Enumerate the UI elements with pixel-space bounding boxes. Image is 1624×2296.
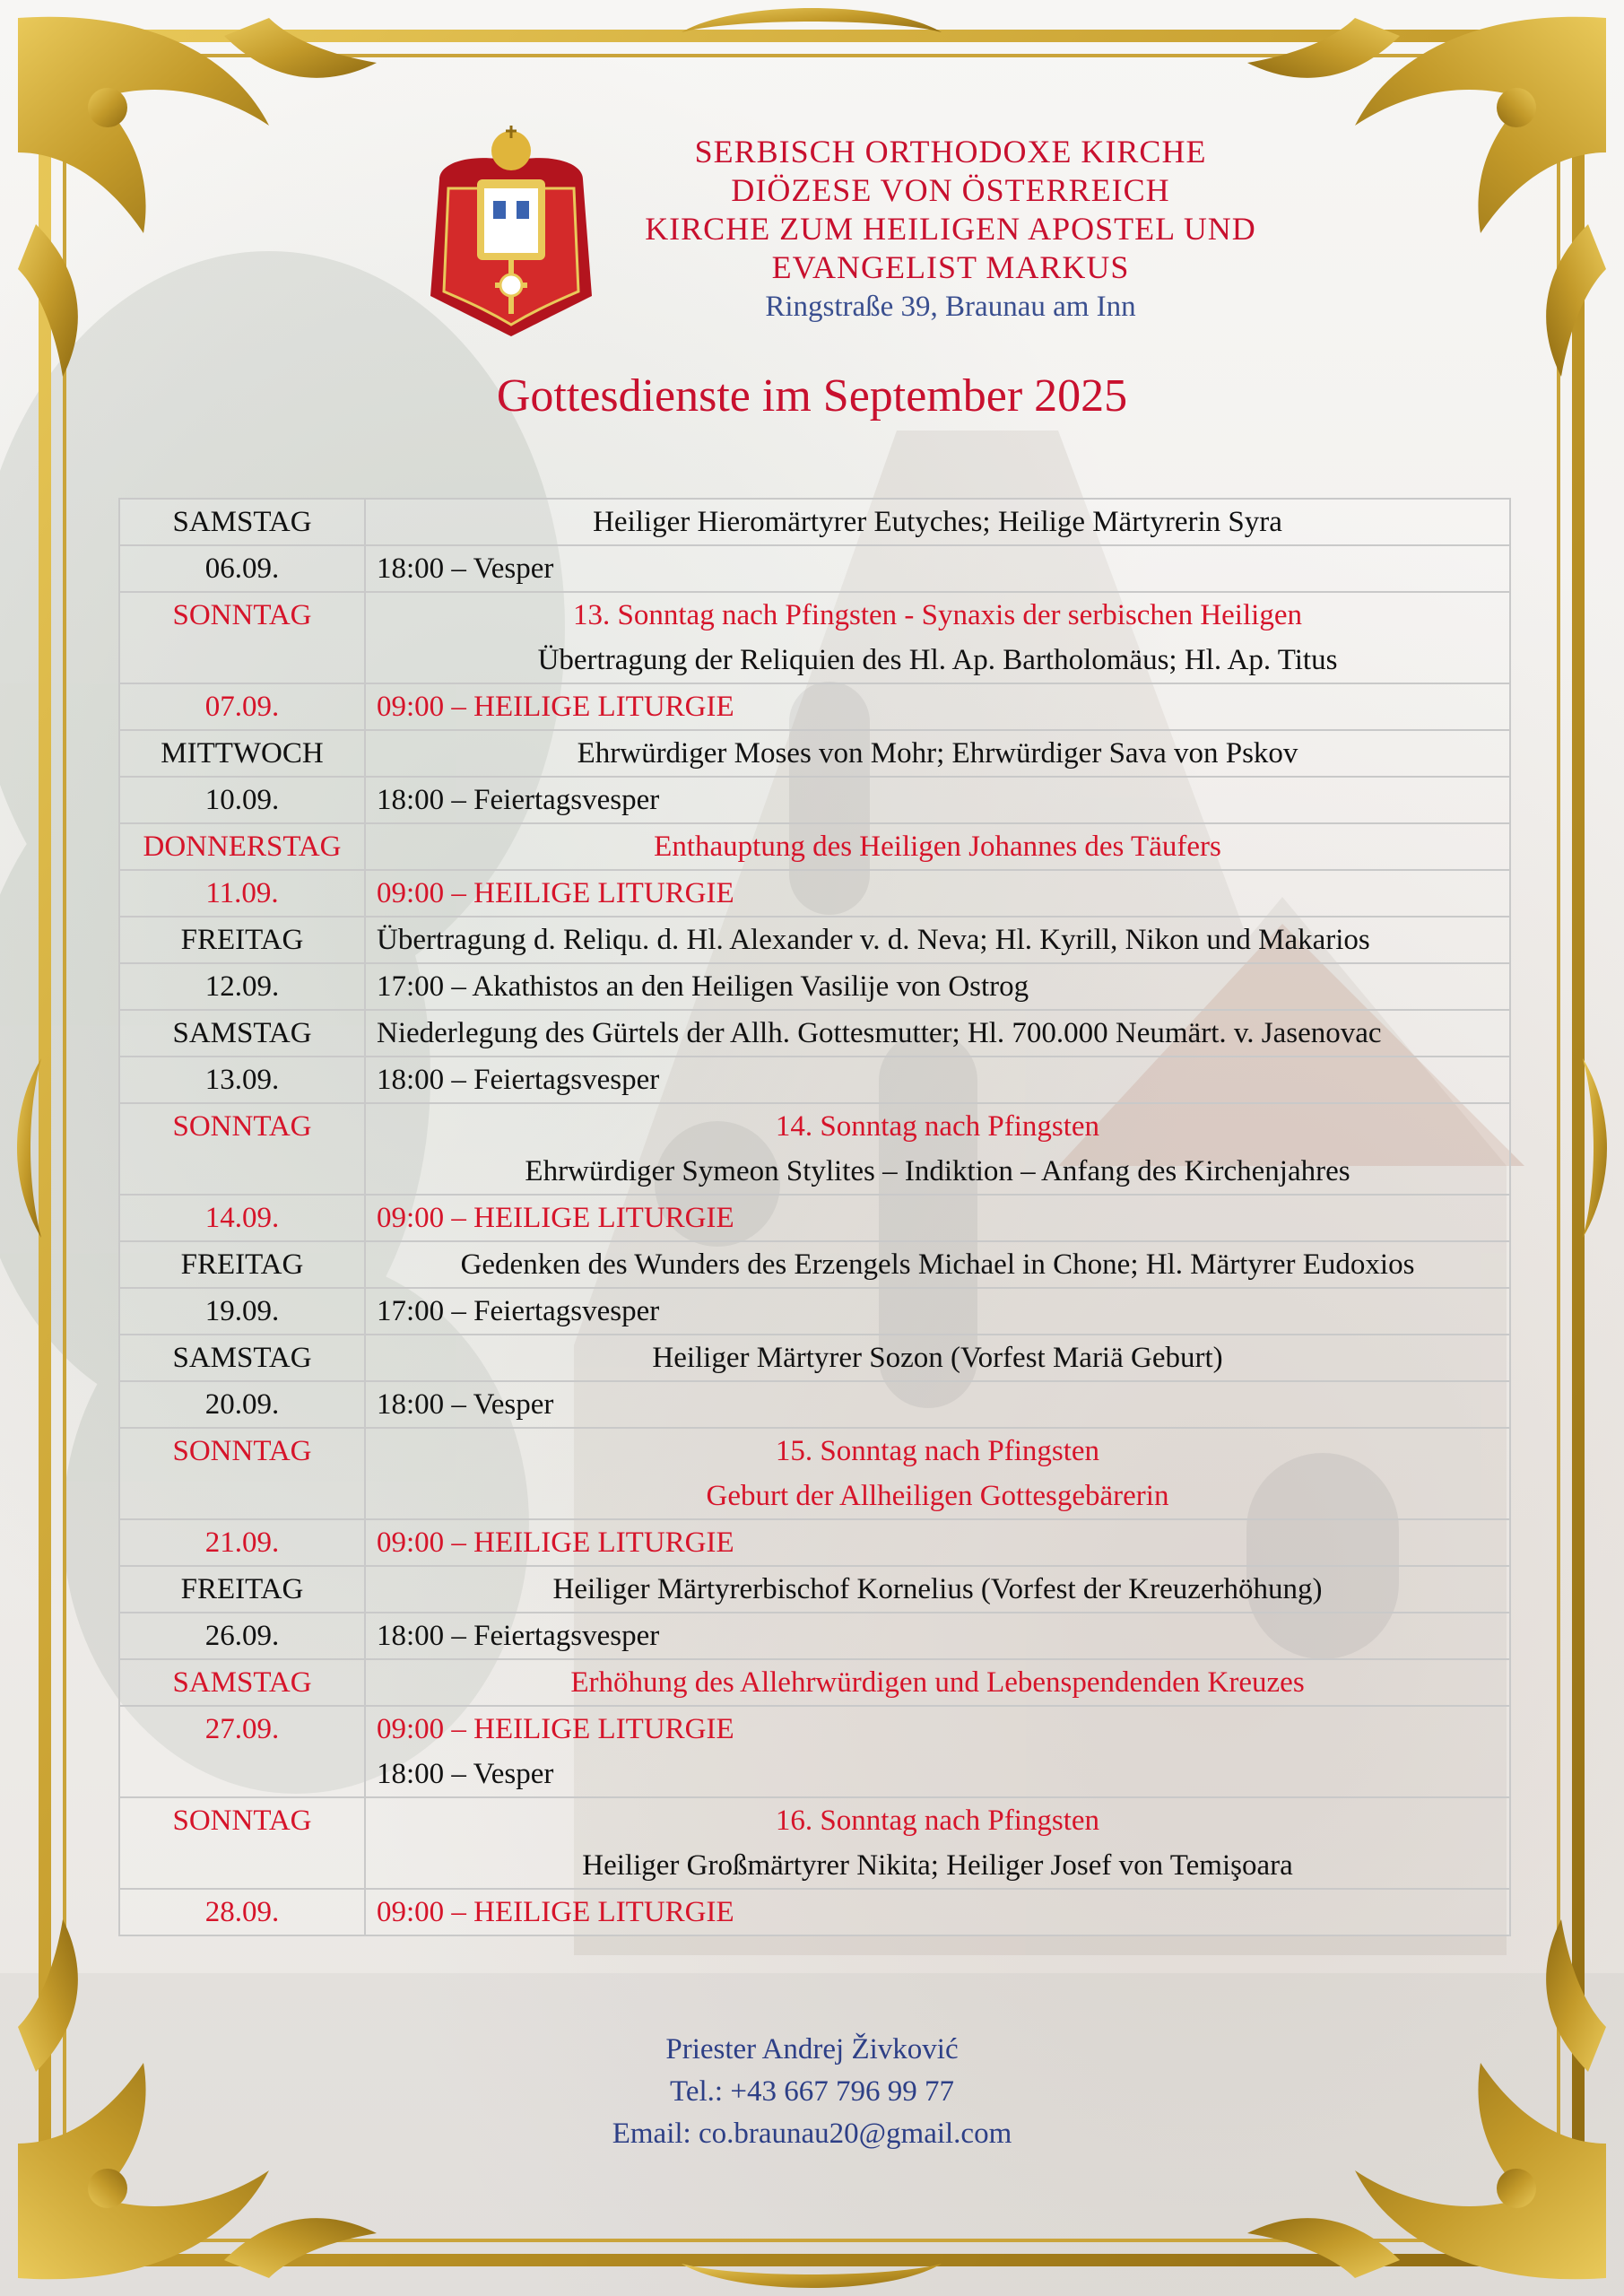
date-cell: 12.09.	[119, 963, 365, 1010]
event-cell	[365, 1103, 1510, 1195]
date-cell: 10.09.	[119, 777, 365, 823]
diocese-name: DIÖZESE VON ÖSTERREICH	[731, 172, 1170, 208]
table-row	[119, 963, 1510, 1010]
date-cell: 13.09.	[119, 1057, 365, 1103]
day-cell: SONNTAG	[119, 1428, 365, 1519]
event-title: 15. Sonntag nach Pfingsten	[775, 1435, 1100, 1467]
service-cell: 18:00 – Feiertagsvesper	[365, 777, 1510, 823]
event-title: 13. Sonntag nach Pfingsten - Synaxis der serbischen Heiligen	[573, 599, 1302, 631]
header	[574, 133, 1327, 326]
service-cell: 17:00 – Feiertagsvesper	[365, 1288, 1510, 1335]
date-cell: 26.09.	[119, 1613, 365, 1659]
table-row	[119, 1428, 1510, 1519]
table-row	[119, 823, 1510, 870]
day-cell: SAMSTAG	[119, 1659, 365, 1706]
day-cell: SAMSTAG	[119, 1010, 365, 1057]
table-row	[119, 592, 1510, 683]
event-cell: Erhöhung des Allehrwürdigen und Lebenspendenden Kreuzes	[365, 1659, 1510, 1706]
service-cell: 09:00 – HEILIGE LITURGIE	[365, 1519, 1510, 1566]
priest-name: Priester Andrej Živković	[665, 2033, 959, 2066]
service-cell: 18:00 – Feiertagsvesper	[365, 1613, 1510, 1659]
service-schedule-table	[118, 498, 1511, 1936]
service-cell: 09:00 – HEILIGE LITURGIE	[365, 683, 1510, 730]
event-cell: Heiliger Märtyrerbischof Kornelius (Vorfest der Kreuzerhöhung)	[365, 1566, 1510, 1613]
event-cell: Niederlegung des Gürtels der Allh. Gottesmutter; Hl. 700.000 Neumärt. v. Jasenovac	[365, 1010, 1510, 1057]
table-row	[119, 777, 1510, 823]
table-row	[119, 1613, 1510, 1659]
date-cell: 06.09.	[119, 545, 365, 592]
event-title: 16. Sonntag nach Pfingsten	[775, 1805, 1100, 1837]
contact-footer	[0, 2029, 1624, 2155]
table-row	[119, 1659, 1510, 1706]
table-row	[119, 1381, 1510, 1428]
service-cell: 17:00 – Akathistos an den Heiligen Vasilije von Ostrog	[365, 963, 1510, 1010]
table-row	[119, 1103, 1510, 1195]
table-row	[119, 870, 1510, 917]
day-cell: SONNTAG	[119, 1797, 365, 1889]
event-subtitle: Geburt der Allheiligen Gottesgebärerin	[706, 1480, 1169, 1512]
service-cell: 09:00 – HEILIGE LITURGIE	[365, 1195, 1510, 1241]
service-line: 18:00 – Vesper	[377, 1758, 554, 1790]
church-address: Ringstraße 39, Braunau am Inn	[765, 291, 1136, 323]
day-cell: SAMSTAG	[119, 1335, 365, 1381]
event-cell	[365, 592, 1510, 683]
table-row	[119, 730, 1510, 777]
date-cell: 07.09.	[119, 683, 365, 730]
service-cell: 09:00 – HEILIGE LITURGIE	[365, 1889, 1510, 1935]
page-title: Gottesdienste im September 2025	[496, 370, 1128, 422]
table-row	[119, 1706, 1510, 1797]
day-cell: FREITAG	[119, 1241, 365, 1288]
event-cell	[365, 1428, 1510, 1519]
event-cell	[365, 1797, 1510, 1889]
date-cell: 28.09.	[119, 1889, 365, 1935]
event-subtitle: Heiliger Großmärtyrer Nikita; Heiliger Josef von Temişoara	[582, 1849, 1293, 1882]
table-row	[119, 1195, 1510, 1241]
table-row	[119, 1889, 1510, 1935]
table-row	[119, 499, 1510, 545]
day-cell: MITTWOCH	[119, 730, 365, 777]
service-cell: 18:00 – Vesper	[365, 1381, 1510, 1428]
table-row	[119, 1288, 1510, 1335]
phone-number: Tel.: +43 667 796 99 77	[670, 2075, 954, 2108]
event-cell: Heiliger Hieromärtyrer Eutyches; Heilige Märtyrerin Syra	[365, 499, 1510, 545]
table-row	[119, 1241, 1510, 1288]
date-cell: 11.09.	[119, 870, 365, 917]
event-subtitle: Übertragung der Reliquien des Hl. Ap. Bartholomäus; Hl. Ap. Titus	[537, 644, 1338, 676]
day-cell: DONNERSTAG	[119, 823, 365, 870]
day-cell: SONNTAG	[119, 1103, 365, 1195]
event-cell: Übertragung d. Reliqu. d. Hl. Alexander v. d. Neva; Hl. Kyrill, Nikon und Makarios	[365, 917, 1510, 963]
event-cell: Enthauptung des Heiligen Johannes des Täufers	[365, 823, 1510, 870]
date-cell: 14.09.	[119, 1195, 365, 1241]
parish-name-line-2: EVANGELIST MARKUS	[771, 249, 1130, 285]
service-cell: 18:00 – Vesper	[365, 545, 1510, 592]
date-cell: 27.09.	[119, 1706, 365, 1797]
table-row	[119, 1335, 1510, 1381]
table-row	[119, 917, 1510, 963]
church-name: SERBISCH ORTHODOXE KIRCHE	[694, 134, 1207, 170]
table-row	[119, 1519, 1510, 1566]
date-cell: 20.09.	[119, 1381, 365, 1428]
table-row	[119, 1057, 1510, 1103]
day-cell: SAMSTAG	[119, 499, 365, 545]
event-cell: Heiliger Märtyrer Sozon (Vorfest Mariä Geburt)	[365, 1335, 1510, 1381]
email-address: Email: co.braunau20@gmail.com	[612, 2118, 1012, 2150]
service-line: 09:00 – HEILIGE LITURGIE	[377, 1713, 734, 1745]
event-subtitle: Ehrwürdiger Symeon Stylites – Indiktion – Anfang des Kirchenjahres	[525, 1155, 1350, 1187]
event-title: 14. Sonntag nach Pfingsten	[775, 1110, 1100, 1143]
event-cell: Ehrwürdiger Moses von Mohr; Ehrwürdiger Sava von Pskov	[365, 730, 1510, 777]
parish-name-line-1: KIRCHE ZUM HEILIGEN APOSTEL UND	[645, 211, 1256, 247]
table-row	[119, 1566, 1510, 1613]
event-cell: Gedenken des Wunders des Erzengels Michael in Chone; Hl. Märtyrer Eudoxios	[365, 1241, 1510, 1288]
day-cell: FREITAG	[119, 1566, 365, 1613]
table-row	[119, 1797, 1510, 1889]
day-cell: FREITAG	[119, 917, 365, 963]
table-row	[119, 683, 1510, 730]
table-row	[119, 1010, 1510, 1057]
date-cell: 19.09.	[119, 1288, 365, 1335]
day-cell: SONNTAG	[119, 592, 365, 683]
service-cell: 09:00 – HEILIGE LITURGIE	[365, 870, 1510, 917]
date-cell: 21.09.	[119, 1519, 365, 1566]
service-cell	[365, 1706, 1510, 1797]
service-cell: 18:00 – Feiertagsvesper	[365, 1057, 1510, 1103]
table-row	[119, 545, 1510, 592]
